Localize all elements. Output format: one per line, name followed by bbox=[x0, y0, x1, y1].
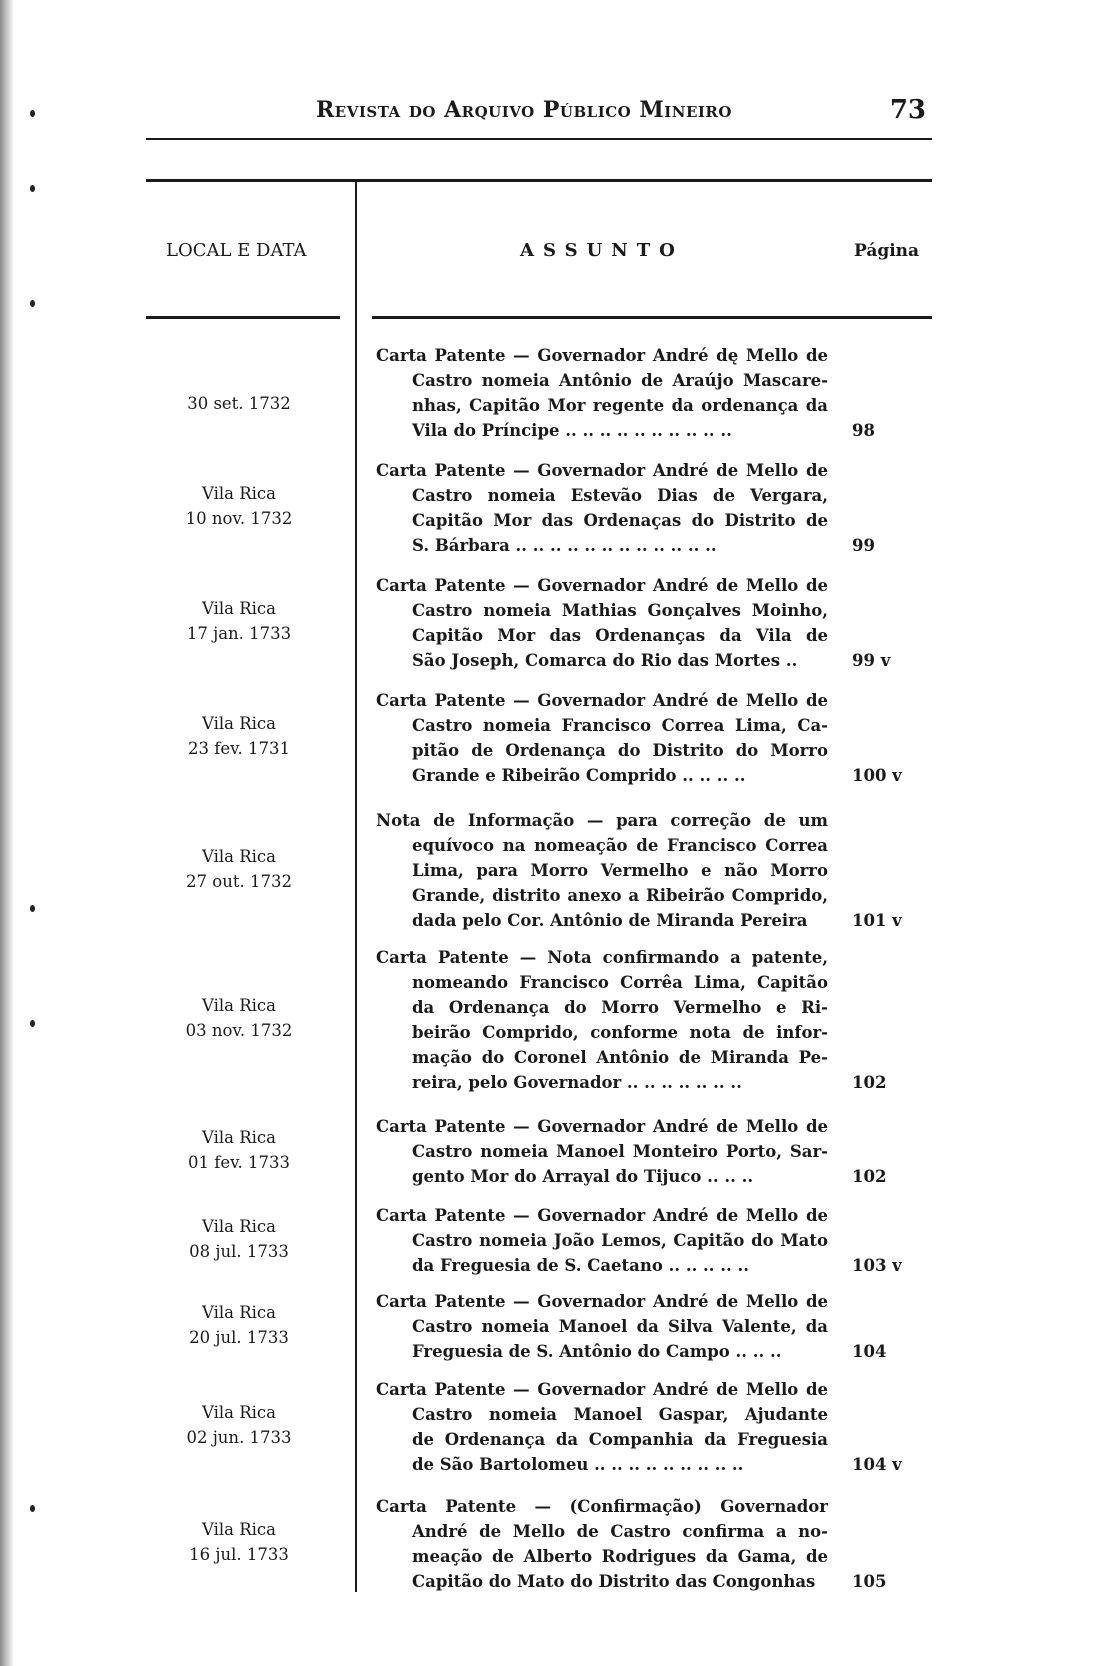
entry-subject bbox=[376, 945, 828, 1095]
entry-local: Vila Rica bbox=[201, 714, 277, 733]
entry-subject-line: reira, pelo Governador .. .. .. .. .. .. .. bbox=[412, 1073, 742, 1092]
entry-subject-line: Carta Patente — Governador André de Mello de bbox=[376, 1292, 828, 1311]
scan-speck bbox=[30, 1020, 35, 1027]
entry-subject-line: Carta Patente — Governador André dę Mello de bbox=[376, 346, 828, 365]
scan-speck bbox=[30, 300, 35, 307]
entry-subject bbox=[376, 573, 828, 673]
entry-subject-line: Castro nomeia Antônio de Araújo Mascare- bbox=[412, 371, 828, 390]
entry-subject-line: Castro nomeia Manoel Monteiro Porto, Sar- bbox=[412, 1142, 828, 1161]
entry-subject-line: Carta Patente — Governador André de Mello de bbox=[376, 1206, 828, 1225]
entry-subject-line: dada pelo Cor. Antônio de Miranda Pereira bbox=[412, 911, 808, 930]
entry-subject-line: meação de Alberto Rodrigues da Gama, de bbox=[412, 1547, 828, 1566]
entry-page: 98 bbox=[852, 421, 875, 440]
entry-page: 99 bbox=[852, 536, 875, 555]
entry-subject bbox=[376, 1289, 828, 1364]
column-header-local: LOCAL E DATA bbox=[166, 240, 307, 261]
entry-local-date bbox=[166, 993, 312, 1043]
entry-subject-line: Vila do Príncipe .. .. .. .. .. .. .. .. .. .. bbox=[412, 421, 732, 440]
entry-local-date bbox=[166, 1400, 312, 1450]
entry-local-date bbox=[166, 1214, 312, 1264]
entry-subject-line: Capitão Mor das Ordenanças da Vila de bbox=[412, 626, 828, 645]
entry-subject-line: Lima, para Morro Vermelho e não Morro bbox=[412, 861, 828, 880]
entry-subject-line: Castro nomeia Manoel Gaspar, Ajudante bbox=[412, 1405, 828, 1424]
entry-subject bbox=[376, 1377, 828, 1477]
entry-local: Vila Rica bbox=[201, 1520, 277, 1539]
entry-page: 102 bbox=[852, 1167, 887, 1186]
entry-subject-line: Carta Patente — (Confirmação) Governador bbox=[376, 1497, 828, 1516]
entry-subject-line: da Freguesia de S. Caetano .. .. .. .. .. bbox=[412, 1256, 750, 1275]
entry-local-date bbox=[166, 1125, 312, 1175]
entry-subject-line: Castro nomeia Estevão Dias de Vergara, bbox=[412, 486, 828, 505]
column-header-assunto: ASSUNTO bbox=[520, 240, 684, 261]
entry-subject-line: da Ordenança do Morro Vermelho e Ri- bbox=[412, 998, 828, 1017]
entry-subject-line: São Joseph, Comarca do Rio das Mortes .. bbox=[412, 651, 798, 670]
entry-subject-line: equívoco na nomeação de Francisco Correa bbox=[412, 836, 828, 855]
entry-local-date bbox=[166, 481, 312, 531]
entry-subject-line: Castro nomeia Francisco Correa Lima, Ca- bbox=[412, 716, 828, 735]
entry-subject-line: nhas, Capitão Mor regente da ordenança da bbox=[412, 396, 828, 415]
entry-date: 16 jul. 1733 bbox=[189, 1545, 289, 1564]
entry-page: 103 v bbox=[852, 1256, 902, 1275]
header-rule bbox=[146, 138, 932, 140]
entry-local-date bbox=[166, 1517, 312, 1567]
entry-subject-line: Capitão do Mato do Distrito das Congonhas bbox=[412, 1572, 816, 1591]
entry-subject bbox=[376, 1494, 828, 1594]
entry-subject-line: Freguesia de S. Antônio do Campo .. .. .. bbox=[412, 1342, 782, 1361]
entry-subject-line: Castro nomeia João Lemos, Capitão do Mato bbox=[412, 1231, 828, 1250]
entry-local bbox=[166, 366, 312, 391]
entry-local: Vila Rica bbox=[201, 1217, 277, 1236]
entry-local-date bbox=[166, 1300, 312, 1350]
entry-local: Vila Rica bbox=[201, 1303, 277, 1322]
entry-date: 10 nov. 1732 bbox=[185, 509, 293, 528]
entry-subject bbox=[376, 458, 828, 558]
entry-subject bbox=[376, 343, 828, 443]
scan-speck bbox=[30, 110, 35, 117]
entry-subject-line: Castro nomeia Mathias Gonçalves Moinho, bbox=[412, 601, 828, 620]
entry-subject-line: André de Mello de Castro confirma a no- bbox=[412, 1522, 828, 1541]
entry-subject-line: Carta Patente — Nota confirmando a patente, bbox=[376, 948, 828, 967]
entry-page: 99 v bbox=[852, 651, 891, 670]
entry-local-date bbox=[166, 366, 312, 416]
entry-page: 102 bbox=[852, 1073, 887, 1092]
entry-subject-line: pitão de Ordenança do Distrito do Morro bbox=[412, 741, 828, 760]
scan-speck bbox=[30, 905, 35, 912]
scan-edge bbox=[0, 0, 14, 1666]
entry-date: 30 set. 1732 bbox=[187, 394, 291, 413]
entry-local-date bbox=[166, 711, 312, 761]
entry-subject bbox=[376, 808, 828, 933]
entry-subject bbox=[376, 688, 828, 788]
entry-date: 08 jul. 1733 bbox=[189, 1242, 289, 1261]
entry-local: Vila Rica bbox=[201, 847, 277, 866]
entry-subject bbox=[376, 1114, 828, 1189]
entry-subject-line: Castro nomeia Manoel da Silva Valente, da bbox=[412, 1317, 828, 1336]
entry-page: 105 bbox=[852, 1572, 887, 1591]
entry-local-date bbox=[166, 596, 312, 646]
scan-speck bbox=[30, 185, 35, 192]
entry-subject-line: Carta Patente — Governador André de Mello de bbox=[376, 461, 828, 480]
entry-local: Vila Rica bbox=[201, 1403, 277, 1422]
entry-subject-line: Capitão Mor das Ordenaças do Distrito de bbox=[412, 511, 828, 530]
running-title: Revista do Arquivo Público Mineiro bbox=[316, 97, 732, 123]
scan-speck bbox=[30, 1505, 35, 1512]
entry-date: 17 jan. 1733 bbox=[186, 624, 292, 643]
entry-subject-line: Carta Patente — Governador André de Mello de bbox=[376, 691, 828, 710]
entry-date: 03 nov. 1732 bbox=[185, 1021, 293, 1040]
entry-local: Vila Rica bbox=[201, 1128, 277, 1147]
entry-page: 100 v bbox=[852, 766, 902, 785]
entry-date: 01 fev. 1733 bbox=[188, 1153, 290, 1172]
entry-date: 20 jul. 1733 bbox=[189, 1328, 289, 1347]
entry-subject-line: Nota de Informação — para correção de um bbox=[376, 811, 828, 830]
page-number: 73 bbox=[889, 95, 926, 125]
table-top-rule bbox=[146, 179, 932, 182]
entry-local: Vila Rica bbox=[201, 996, 277, 1015]
entry-local-date bbox=[166, 844, 312, 894]
entry-subject-line: gento Mor do Arrayal do Tijuco .. .. .. bbox=[412, 1167, 754, 1186]
entry-date: 02 jun. 1733 bbox=[186, 1428, 292, 1447]
entry-subject-line: nomeando Francisco Corrêa Lima, Capitão bbox=[412, 973, 828, 992]
entry-subject-line: de São Bartolomeu .. .. .. .. .. .. .. .. .. bbox=[412, 1455, 744, 1474]
entry-subject-line: beirão Comprido, conforme nota de infor- bbox=[412, 1023, 828, 1042]
entry-date: 27 out. 1732 bbox=[186, 872, 292, 891]
entry-subject-line: Grande e Ribeirão Comprido .. .. .. .. bbox=[412, 766, 746, 785]
entry-subject-line: Carta Patente — Governador André de Mello de bbox=[376, 576, 828, 595]
entry-page: 104 bbox=[852, 1342, 887, 1361]
column-rule-right bbox=[372, 316, 932, 319]
column-rule-left bbox=[146, 316, 340, 319]
entry-subject-line: S. Bárbara .. .. .. .. .. .. .. .. .. .. .. .. bbox=[412, 536, 717, 555]
entry-subject-line: Grande, distrito anexo a Ribeirão Comprido, bbox=[412, 886, 828, 905]
entry-date: 23 fev. 1731 bbox=[188, 739, 290, 758]
entry-local: Vila Rica bbox=[201, 599, 277, 618]
entry-subject bbox=[376, 1203, 828, 1278]
column-header-pagina: Página bbox=[854, 241, 920, 261]
entry-local: Vila Rica bbox=[201, 484, 277, 503]
entry-page: 104 v bbox=[852, 1455, 902, 1474]
entry-subject-line: de Ordenança da Companhia da Freguesia bbox=[412, 1430, 828, 1449]
entry-subject-line: Carta Patente — Governador André de Mello de bbox=[376, 1117, 828, 1136]
column-divider bbox=[355, 182, 357, 1592]
entry-subject-line: mação do Coronel Antônio de Miranda Pe- bbox=[412, 1048, 828, 1067]
entry-subject-line: Carta Patente — Governador André de Mello de bbox=[376, 1380, 828, 1399]
entry-page: 101 v bbox=[852, 911, 902, 930]
